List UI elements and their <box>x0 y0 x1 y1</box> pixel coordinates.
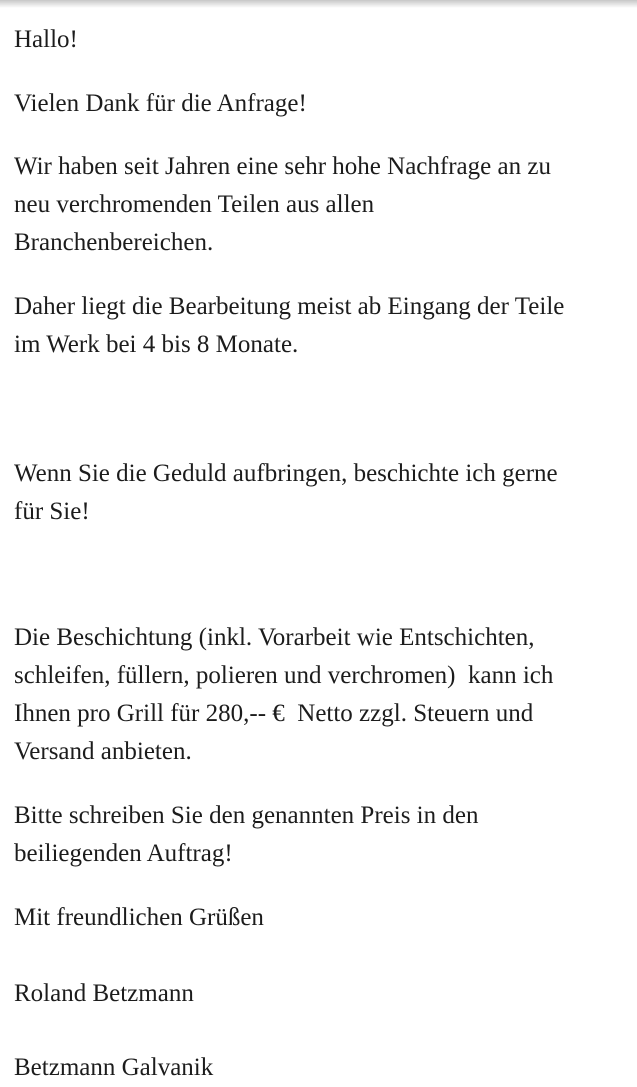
patience-line: für Sie! <box>14 498 90 525</box>
demand-line: neu verchromenden Teilen aus allen <box>14 191 375 218</box>
patience-line: Wenn Sie die Geduld aufbringen, beschichte ich gerne <box>14 460 558 487</box>
request-line: beiliegenden Auftrag! <box>14 840 233 867</box>
signature-company: Betzmann Galvanik <box>14 1054 214 1081</box>
request-paragraph <box>14 797 624 873</box>
demand-line: Wir haben seit Jahren eine sehr hohe Nachfrage an zu <box>14 153 551 180</box>
processing-line: Daher liegt die Bearbeitung meist ab Eingang der Teile <box>14 293 565 320</box>
greeting: Hallo! <box>14 26 78 53</box>
offer-line: Ihnen pro Grill für 280,-- € Netto zzgl. Steuern und <box>14 700 534 727</box>
offer-line: Die Beschichtung (inkl. Vorarbeit wie Entschichten, <box>14 624 535 651</box>
signature-name: Roland Betzmann <box>14 980 194 1007</box>
demand-line: Branchenbereichen. <box>14 229 214 256</box>
processing-paragraph <box>14 288 624 364</box>
top-shadow <box>0 0 637 8</box>
thanks-line: Vielen Dank für die Anfrage! <box>14 90 307 117</box>
closing-line: Mit freundlichen Grüßen <box>14 904 264 931</box>
offer-paragraph <box>14 619 624 771</box>
offer-line: Versand anbieten. <box>14 738 192 765</box>
processing-line: im Werk bei 4 bis 8 Monate. <box>14 331 299 358</box>
patience-paragraph <box>14 455 624 531</box>
demand-paragraph <box>14 148 624 262</box>
request-line: Bitte schreiben Sie den genannten Preis in den <box>14 802 479 829</box>
offer-line: schleifen, füllern, polieren und verchromen) kann ich <box>14 662 554 689</box>
